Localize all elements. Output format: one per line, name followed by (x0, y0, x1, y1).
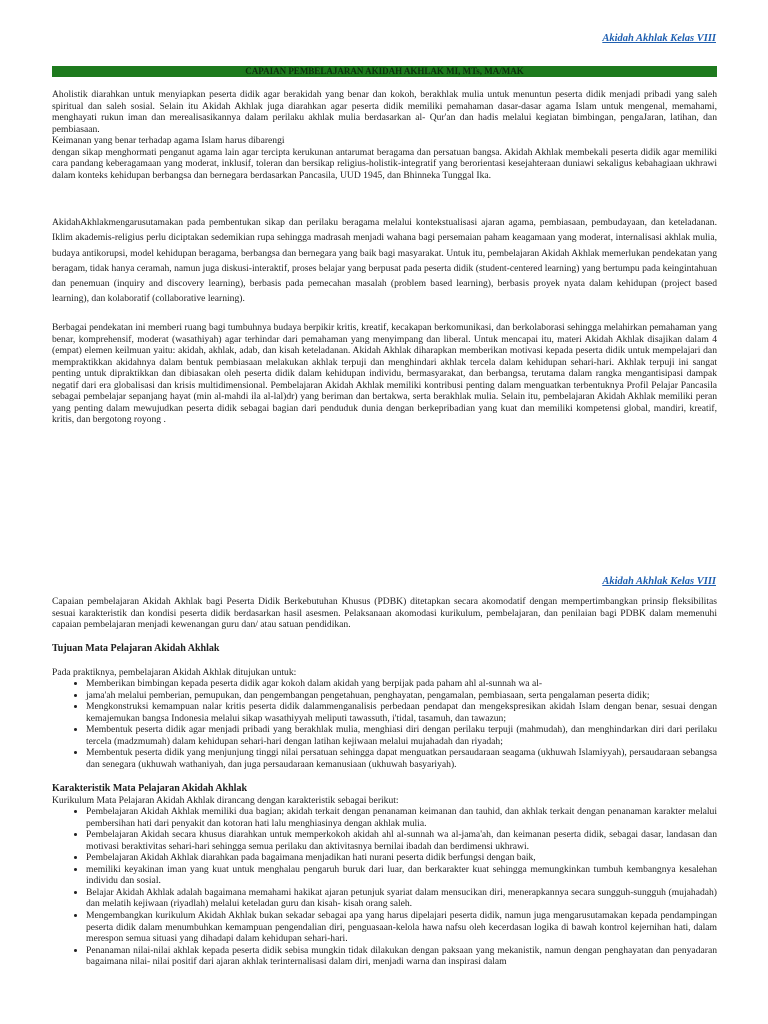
list-item: • Mengembangkan kurikulum Akidah Akhlak bukan sekadar sebagai apa yang harus dipelajari peserta didik, namun juga mengarusutamakan kepada pendampingan peserta didik dalam menumbuhkan kemampuan pengendalian diri, penguasaan-kelola hawa nafsu oleh kecerdasan logika di bawah kontrol kejernihan hati, dalam merespon semua situasi yang dihadapi dalam kehidupan sehari-hari. (86, 910, 717, 945)
paragraph: Capaian pembelajaran Akidah Akhlak bagi Peserta Didik Berkebutuhan Khusus (PDBK) ditetapkan secara akomodatif dengan mempertimbangkan prinsip fleksibilitas sesuai karakteristik dan kondisi peserta didik berdasarkan hasil asesmen. Pelaksanaan akomodasi kurikulum, pembelajaran, dan penilaian bagi PDBK dalam memenuhi capaian pembelajaran menjadi kewenangan guru dan/ atau satuan pendidikan. (52, 596, 717, 631)
goals-list (52, 678, 717, 770)
list-item: • Memberikan bimbingan kepada peserta didik agar kokoh dalam akidah yang berpijak pada paham ahl al-sunnah wa al- (86, 678, 717, 690)
list-item: • Pembelajaran Akidah Akhlak diarahkan pada bagaimana menjadikan hati nurani peserta didik berfungsi dengan baik, (86, 852, 717, 864)
page1-body (52, 89, 717, 181)
list-item: • jama'ah melalui pemberian, pemupukan, dan pengembangan pengetahuan, penghayatan, pengamalan, pembiasaan, serta pengalaman peserta didik; (86, 690, 717, 702)
list-item: • Belajar Akidah Akhlak adalah bagaimana memahami hakikat ajaran petunjuk syariat dalam mensucikan diri, menerapkannya secara sungguh-sungguh (mujahadah) dan melatih kejiwaan (riyadlah) melalui keteladan guru dan kisah- kisah orang saleh. (86, 887, 717, 910)
paragraph: Kurikulum Mata Pelajaran Akidah Akhlak dirancang dengan karakteristik sebagai berikut: (52, 794, 399, 806)
paragraph: Keimanan yang benar terhadap agama Islam harus dibarengi (52, 135, 285, 147)
page-header-title: Akidah Akhlak Kelas VIII (602, 33, 716, 44)
characteristics-list (52, 806, 717, 968)
paragraph: AkidahAkhlakmengarusutamakan pada pembentukan sikap dan perilaku beragama melalui kontekstualisasi ajaran agama, pembiasaan, pembudayaan, dan keteladanan. Iklim akademis-religius perlu diciptakan sedemikian rupa sehingga madrasah menjadi wahana bagi persemaian paham keagamaan yang moderat, internalisasi akhlak mulia, budaya antikorupsi, model kehidupan beragama, berbangsa dan bernegara yang baik bagi masyarakat. Untuk itu, pembelajaran Akidah Akhlak memerlukan pendekatan yang beragam, tidak hanya ceramah, namun juga diskusi-interaktif, proses belajar yang berpusat pada peserta didik (student-centered learning) yang bertumpu pada keingintahuan dan penemuan (inquiry and discovery learning), berbasis pada pemecahan masalah (problem based learning), berbasis proyek nyata dalam kehidupan (project based learning), dan kolaboratif (collaborative learning). (52, 217, 717, 305)
list-item: • Pembelajaran Akidah secara khusus diarahkan untuk memperkokoh akidah ahl al-sunnah wa al-jama'ah, dan keimanan peserta didik, sebagai dasar, landasan dan motivasi beraktivitas sehari-hari sehingga semua perilaku dan aktivitasnya bernilai ibadah dan berdimensi ukhrawi. (86, 829, 717, 852)
list-item: • Penanaman nilai-nilai akhlak kepada peserta didik sebisa mungkin tidak dilakukan dengan paksaan yang mekanistik, namun dengan penghayatan dan penyadaran bagaimana nilai- nilai positif dari ajaran akhlak terinternalisasi dalam diri, menjadi warna dan inspirasi dalam (86, 945, 717, 968)
page2-body (52, 596, 717, 968)
list-item: • Membentuk peserta didik agar menjadi pribadi yang berakhlak mulia, menghiasi diri dengan perilaku terpuji (mahmudah), dan menghindarkan diri dari perilaku tercela (madzmumah) dalam kehidupan sehari-hari dengan latihan kejiwaan melalui mujahadah dan riyadah; (86, 724, 717, 747)
paragraph: dengan sikap menghormati penganut agama lain agar tercipta kerukunan antarumat beragama dan persatuan bangsa. Akidah Akhlak membekali peserta didik agar memiliki cara pandang keberagamaan yang moderat, inklusif, toleran dan bersikap religius-holistik-integratif yang berorientasi kesejahteraan duniawi sekaligus kebahagiaan ukhrawi dalam konteks kehidupan berbangsa dan bernegara berdasarkan Pancasila, UUD 1945, dan Bhinneka Tunggal Ika. (52, 146, 717, 181)
paragraph: Pada praktiknya, pembelajaran Akidah Akhlak ditujukan untuk: (52, 666, 297, 678)
page1-body-2 (52, 215, 717, 307)
section-heading: Karakteristik Mata Pelajaran Akidah Akhlak (52, 782, 248, 794)
section-heading: Tujuan Mata Pelajaran Akidah Akhlak (52, 642, 220, 654)
list-item: • Mengkonstruksi kemampuan nalar kritis peserta didik dalammenganalisis perbedaan pendapat dan mengekspresikan akidah Islam dengan benar, sesuai dengan kemajemukan bangsa Indonesia melalui sikap wasathiyyah meliputi tawassuth, i'tidal, tasamuh, dan tawazun; (86, 701, 717, 724)
page-header-title: Akidah Akhlak Kelas VIII (602, 576, 716, 587)
list-item: • Membentuk peserta didik yang menjunjung tinggi nilai persatuan sehingga dapat menguatkan persaudaraan seagama (ukhuwah Islamiyyah), persaudaraan sebangsa dan senegara (ukhuwah wathaniyah, dan juga persaudaraan kemanusiaan (ukhuwah basyariyah). (86, 747, 717, 770)
paragraph: Aholistik diarahkan untuk menyiapkan peserta didik agar berakidah yang benar dan kokoh, berakhlak mulia untuk menuntun peserta didik menjadi pribadi yang saleh spiritual dan saleh sosial. Selain itu Akidah Akhlak juga diarahkan agar peserta didik memiliki pemahaman dasar-dasar agama Islam untuk mengenal, memahami, menghayati rukun iman dan merealisasikannya dalam perilaku akhlak mulia berdasarkan al- Qur'an dan hadis melalui kegiatan bimbingan, pengaJaran, latihan, dan pembiasaan. (52, 89, 717, 135)
page1-body-3 (52, 322, 717, 426)
section-banner: CAPAIAN PEMBELAJARAN AKIDAH AKHLAK MI, MTs, MA/MAK (52, 66, 717, 77)
paragraph: Berbagai pendekatan ini memberi ruang bagi tumbuhnya budaya berpikir kritis, kreatif, kecakapan berkomunikasi, dan berkolaborasi sehingga melahirkan pemahaman yang benar, komprehensif, moderat (wasathiyah) agar terhindar dari pemahaman yang menyimpang dan liberal. Untuk mencapai itu, materi Akidah Akhlak disajikan dalam 4 (empat) elemen keilmuan yaitu: akidah, akhlak, adab, dan kisah keteladanan. Akidah Akhlak diharapkan memberikan motivasi kepada peserta didik untuk mempelajari dan mempraktikkan akidahnya dalam bentuk pembiasaan melakukan akhlak terpuji dan menghindari akhlak tercela dalam kehidupan sehari-hari. Akhlak terpuji ini sangat penting untuk dipraktikkan dan dibiasakan oleh peserta didik dalam kehidupan individu, bermasyarakat, dan berbangsa, terutama dalam rangka mengantisipasi dampak negatif dari era globalisasi dan krisis multidimensional. Pembelajaran Akidah Akhlak memiliki kontribusi penting dalam menguatkan terbentuknya Profil Pelajar Pancasila sebagai pembelajar sepanjang hayat (min al-mahdi ila al-lal)dr) yang beriman dan bertakwa, serta berakhlak mulia. Selain itu, pembelajaran Akidah Akhlak memiliki peran yang penting dalam mewujudkan peserta didik sebagai bagian dari penduduk dunia dengan berkepribadian yang kuat dan memiliki kompetensi global, mandiri, kreatif, kritis, dan bergotong royong . (52, 322, 717, 426)
list-item: • memiliki keyakinan iman yang kuat untuk menghalau pengaruh buruk dari luar, dan berkarakter kuat sehingga memungkinkan tumbuh kembangnya kesalehan individu dan sosial. (86, 864, 717, 887)
list-item: • Pembelajaran Akidah Akhlak memiliki dua bagian; akidah terkait dengan penanaman keimanan dan tauhid, dan akhlak terkait dengan penanaman karakter melalui pembersihan hati dari penyakit dan kotoran hati lalu menghiasinya dengan akhlak mulia. (86, 806, 717, 829)
